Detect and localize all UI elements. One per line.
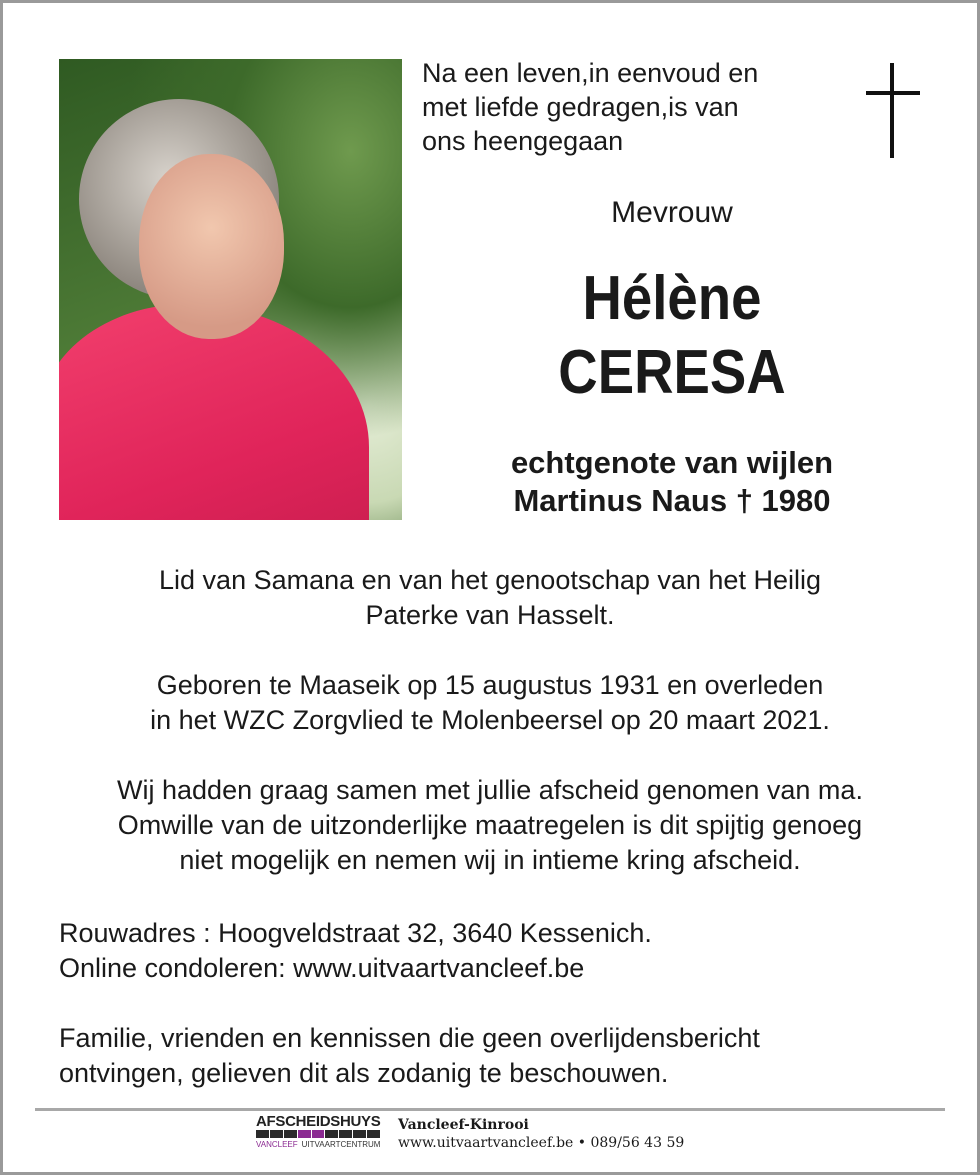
condolence-link: Online condoleren: www.uitvaartvancleef.be bbox=[59, 953, 585, 983]
cross-icon bbox=[866, 63, 920, 158]
farewell-text bbox=[40, 773, 940, 878]
notice-text bbox=[59, 1021, 760, 1091]
spouse-info bbox=[422, 444, 922, 520]
intro-line: met liefde gedragen,is van bbox=[422, 92, 739, 122]
text-line: ontvingen, gelieven dit als zodanig te beschouwen. bbox=[59, 1058, 669, 1088]
first-name: Hélène bbox=[582, 264, 762, 333]
intro-text bbox=[422, 56, 758, 158]
last-name: CERESA bbox=[558, 338, 786, 407]
intro-line: ons heengegaan bbox=[422, 126, 624, 156]
portrait-photo bbox=[59, 59, 402, 520]
honorific: Mevrouw bbox=[611, 196, 733, 229]
text-line: Lid van Samana en van het genootschap van het Heilig bbox=[159, 565, 821, 595]
logo-sub: UITVAARTCENTRUM bbox=[301, 1140, 381, 1149]
funeral-home-name: Vancleef-Kinrooi bbox=[398, 1117, 529, 1133]
logo-title: AFSCHEIDSHUYS bbox=[256, 1113, 381, 1130]
text-line: Rouwadres : Hoogveldstraat 32, 3640 Kessenich. bbox=[59, 918, 652, 948]
text-line: Wij hadden graag samen met jullie afscheid genomen van ma. bbox=[117, 775, 863, 805]
deceased-name bbox=[452, 262, 892, 410]
text-line: Familie, vrienden en kennissen die geen overlijdensbericht bbox=[59, 1023, 760, 1053]
footer-contact bbox=[398, 1116, 684, 1152]
funeral-home-contact: www.uitvaartvancleef.be • 089/56 43 59 bbox=[398, 1135, 685, 1151]
logo-sub: VANCLEEF bbox=[256, 1140, 298, 1149]
membership-text bbox=[40, 563, 940, 633]
spouse-line: echtgenote van wijlen bbox=[510, 445, 834, 480]
footer-divider bbox=[35, 1108, 945, 1111]
intro-line: Na een leven,in eenvoud en bbox=[422, 58, 759, 88]
text-line: Omwille van de uitzonderlijke maatregelen is dit spijtig genoeg bbox=[117, 810, 863, 840]
spouse-line: Martinus Naus † 1980 bbox=[513, 483, 831, 518]
text-line: niet mogelijk en nemen wij in intieme kring afscheid. bbox=[179, 845, 801, 875]
address-text bbox=[59, 916, 652, 986]
text-line: Geboren te Maaseik op 15 augustus 1931 en overleden bbox=[156, 670, 824, 700]
text-line: Paterke van Hasselt. bbox=[365, 600, 615, 630]
funeral-home-logo bbox=[256, 1115, 380, 1149]
birth-death-text bbox=[40, 668, 940, 738]
text-line: in het WZC Zorgvlied te Molenbeersel op 20 maart 2021. bbox=[150, 705, 830, 735]
